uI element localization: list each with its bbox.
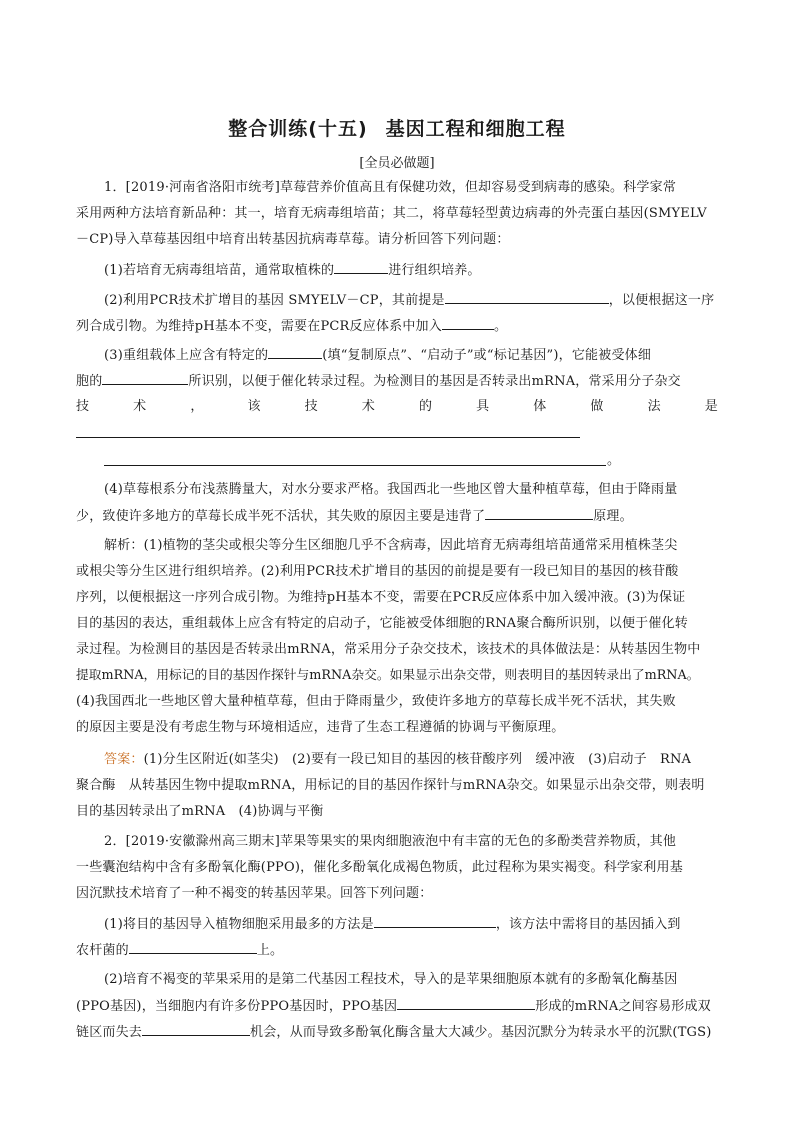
char: 体 (533, 399, 547, 414)
answer-text: (1)分生区附近(如茎尖) (2)要有一段已知目的基因的核苷酸序列 缓冲液 (3)启动子 RNA (143, 752, 692, 767)
q2-part-1-text-2: 农杆菌的 (76, 943, 129, 958)
char: ， (190, 399, 204, 414)
q2-part-2-line-2 (76, 996, 718, 1017)
char: 法 (647, 399, 661, 414)
char: 是 (704, 399, 718, 414)
char: 的 (418, 399, 433, 414)
q2-part-2-line-1: (2)培育不褐变的苹果采用的是第二代基因工程技术，导入的是苹果细胞原本就有的多酚氧化酶基因 (104, 972, 678, 987)
explanation-line: 序列，以便根据这一序列合成引物。为维持pH基本不变，需要在PCR反应体系中加入缓冲液。(3)为保证 (76, 590, 686, 605)
period: 。 (493, 319, 508, 334)
explanation-line: 目的基因的表达，重组载体上应含有特定的启动子，它能被受体细胞的RNA聚合酶所识别，以便于催化转 (76, 616, 688, 631)
q1-part-3-line-1 (104, 345, 718, 366)
q2-part-1-line-1 (104, 914, 718, 935)
q1-part-2-text-end: ，以便根据这一序 (608, 293, 715, 308)
q1-part-1 (104, 260, 718, 281)
q1-part-4-text-end: 原理。 (593, 509, 633, 524)
q1-part-4-line-2 (76, 506, 718, 527)
q2-stem-line-1: 2．[2019·安徽滁州高三期末]苹果等果实的果肉细胞液泡中有丰富的无色的多酚类营养物质，其他 (104, 834, 677, 849)
q1-stem-line-1: 1．[2019·河南省洛阳市统考]草莓营养价值高且有保健功效，但却容易受到病毒的感染。科学家常 (104, 180, 677, 195)
page-title (0, 114, 794, 141)
q1-part-3-line-3 (76, 397, 718, 417)
q1-part-2-text: (2)利用PCR技术扩增目的基因 SMYELV－CP，其前提是 (104, 293, 445, 308)
explanation-line: 录过程。为检测目的基因是否转录出mRNA，常采用分子杂交技术，该技术的具体做法是：从转基因生物中 (76, 642, 701, 657)
char: 术 (133, 399, 147, 414)
q2-part-2-text-2: 形成的mRNA之间容易形成双 (535, 999, 711, 1014)
title-series: 整合训练(十五) (228, 118, 368, 140)
q2-part-1-text: (1)将目的基因导入植物细胞采用最多的方法是 (104, 917, 374, 932)
answer-blank[interactable] (445, 290, 609, 304)
char: 该 (247, 399, 261, 414)
explanation-line: 或根尖等分生区进行组织培养。(2)利用PCR技术扩增目的基因的前提是要有一段已知目的基因的核苷酸 (76, 564, 679, 579)
spread-text (76, 397, 718, 417)
answer-blank[interactable] (129, 940, 257, 954)
answer-line[interactable] (104, 465, 606, 466)
answer-blank[interactable] (397, 996, 535, 1010)
answer-blank[interactable] (102, 371, 188, 385)
q1-part-1-text-end: 进行组织培养。 (388, 263, 481, 278)
q2-part-2-text: (PPO基因)，当细胞内有许多份PPO基因时，PPO基因 (76, 999, 398, 1014)
q1-part-2-line-1 (104, 290, 718, 311)
answer-line-2: 聚合酶 从转基因生物中提取mRNA，用标记的目的基因作探针与mRNA杂交。如果显示出杂交带，则表明 (76, 778, 705, 793)
q2-part-2-text-4: 机会，从而导致多酚氧化酶含量大大减少。基因沉默分为转录水平的沉默(TGS) (250, 1025, 712, 1040)
answer-label: 答案： (104, 752, 144, 767)
q2-part-2-line-3 (76, 1022, 718, 1043)
q1-stem-line-3: －CP)导入草莓基因组中培育出转基因抗病毒草莓。请分析回答下列问题： (76, 232, 510, 247)
answer-line[interactable] (76, 437, 580, 438)
answer-blank[interactable] (485, 506, 593, 520)
answer-blank[interactable] (268, 345, 322, 359)
period: 。 (607, 453, 621, 468)
q1-part-4-line-1: (4)草莓根系分布浅蒸腾量大，对水分要求严格。我国西北一些地区曾大量种植草莓，但由于降雨量 (104, 482, 678, 497)
q1-part-1-text: (1)若培育无病毒组培苗，通常取植株的 (104, 263, 335, 278)
explanation-line: (4)我国西北一些地区曾大量种植草莓，但由于降雨量少，致使许多地方的草莓长成半死不活状，其失败 (76, 694, 676, 709)
answer-blank[interactable] (142, 1022, 250, 1036)
q2-part-2-text-3: 链区而失去 (76, 1025, 143, 1040)
q2-stem-line-3: 因沉默技术培育了一种不褐变的转基因苹果。回答下列问题： (76, 886, 433, 901)
explanation-line: 提取mRNA，用标记的目的基因作探针与mRNA杂交。如果显示出杂交带，则表明目的基因转录出了mRNA。 (76, 668, 700, 683)
char: 做 (590, 399, 604, 414)
title-topic: 基因工程和细胞工程 (385, 118, 566, 140)
q1-part-4-text: 少，致使许多地方的草莓长成半死不活状，其失败的原因主要是违背了 (76, 509, 486, 524)
q2-stem-line-2: 一些囊泡结构中含有多酚氧化酶(PPO)，催化多酚氧化成褐色物质，此过程称为果实褐变。科学家利用基 (76, 860, 683, 875)
answer-line-1 (104, 750, 718, 770)
q1-part-2-text-2: 列合成引物。为维持pH基本不变，需要在PCR反应体系中加入 (76, 319, 442, 334)
answer-blank[interactable] (334, 260, 388, 274)
q2-part-1-text-end: ，该方法中需将目的基因插入到 (495, 917, 681, 932)
char: 术 (361, 399, 375, 414)
q1-part-3-text-2: 胞的 (76, 374, 103, 389)
q1-part-3-line-2 (76, 371, 718, 392)
answer-blank[interactable] (442, 316, 494, 330)
explanation-line: 解析：(1)植物的茎尖或根尖等分生区细胞几乎不含病毒，因此培育无病毒组培苗通常采用植株茎尖 (104, 538, 678, 553)
q1-part-2-line-2 (76, 316, 718, 337)
char: 技 (76, 399, 90, 414)
q1-part-3-text-3: 所识别，以便于催化转录过程。为检测目的基因是否转录出mRNA，常采用分子杂交 (188, 374, 681, 389)
char: 技 (304, 399, 318, 414)
char: 具 (476, 399, 490, 414)
q2-part-1-line-2 (76, 940, 718, 961)
q1-part-3-text-end: (填“复制原点”、“启动子”或“标记基因”)，它能被受体细 (322, 348, 652, 363)
explanation-line: 的原因主要是没有考虑生物与环境相适应，违背了生态工程遵循的协调与平衡原理。 (76, 720, 565, 735)
section-label: [全员必做题] (359, 156, 435, 171)
q2-part-1-text-3: 上。 (256, 943, 284, 958)
q1-stem-line-2: 采用两种方法培育新品种：其一，培育无病毒组培苗；其二，将草莓轻型黄边病毒的外壳蛋白基因(SMYELV (76, 206, 707, 221)
answer-blank[interactable] (374, 914, 496, 928)
answer-line-3: 目的基因转录出了mRNA (4)协调与平衡 (76, 804, 324, 819)
q1-part-3-text: (3)重组载体上应含有特定的 (104, 348, 269, 363)
